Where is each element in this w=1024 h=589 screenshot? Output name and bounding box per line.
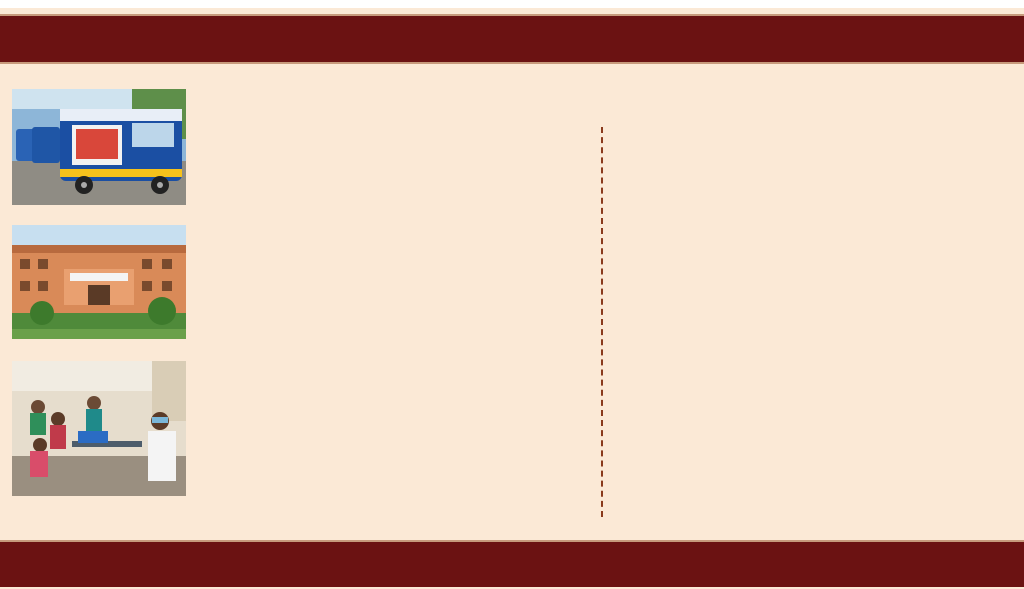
column-divider (601, 127, 603, 517)
top-decorative-border (0, 0, 1024, 66)
village-hut-pattern-icon (0, 542, 1024, 585)
hospital-building-photo (12, 225, 186, 339)
mobile-medical-units-photo (12, 89, 186, 205)
tribal-art-band (0, 14, 1024, 64)
top-white-strip (0, 0, 1024, 8)
bottom-decorative-border (0, 540, 1024, 587)
health-camp-photo (12, 361, 186, 496)
tribal-pattern-icon (0, 16, 1024, 58)
